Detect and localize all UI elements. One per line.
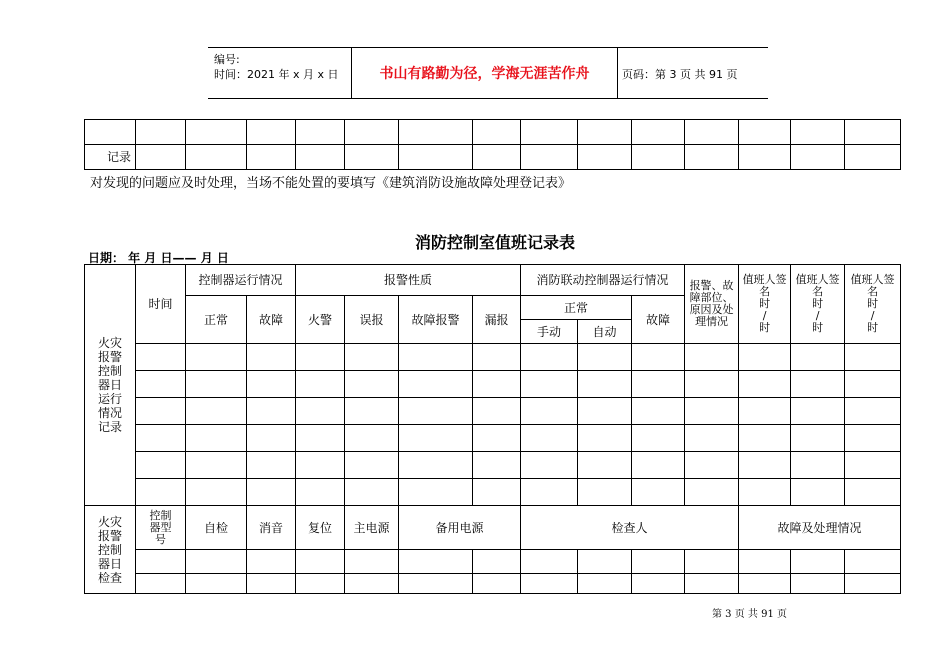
table-cell bbox=[296, 398, 345, 425]
table-cell bbox=[845, 145, 901, 170]
table-cell bbox=[739, 145, 791, 170]
top-record-table bbox=[84, 119, 901, 170]
controller-status-header: 控制器运行情况 bbox=[186, 265, 296, 296]
table-cell bbox=[739, 371, 791, 398]
table-cell bbox=[845, 398, 901, 425]
auto-header: 自动 bbox=[578, 320, 632, 344]
table-cell bbox=[345, 371, 399, 398]
table-cell bbox=[521, 479, 578, 506]
signer-header-2: 值班人签名 时 / 时 bbox=[791, 265, 845, 344]
table-cell bbox=[521, 344, 578, 371]
fault-header: 故障 bbox=[247, 296, 296, 344]
table-cell bbox=[578, 344, 632, 371]
table-cell bbox=[473, 452, 521, 479]
table-cell bbox=[632, 574, 685, 594]
table-cell bbox=[521, 371, 578, 398]
table-cell bbox=[85, 120, 136, 145]
table-cell bbox=[521, 452, 578, 479]
table-cell bbox=[521, 425, 578, 452]
table-cell bbox=[632, 398, 685, 425]
table-cell bbox=[247, 550, 296, 574]
table-cell bbox=[739, 425, 791, 452]
table-cell bbox=[791, 344, 845, 371]
fire-header: 火警 bbox=[296, 296, 345, 344]
backup-power-header: 备用电源 bbox=[399, 506, 521, 550]
table-cell bbox=[399, 145, 473, 170]
table-cell bbox=[247, 371, 296, 398]
table-cell bbox=[845, 425, 901, 452]
table-cell bbox=[632, 344, 685, 371]
table-cell bbox=[791, 452, 845, 479]
table-cell bbox=[473, 120, 521, 145]
table-cell bbox=[247, 452, 296, 479]
table-cell bbox=[791, 550, 845, 574]
table-cell bbox=[186, 574, 247, 594]
table-cell bbox=[186, 550, 247, 574]
self-check-header: 自检 bbox=[186, 506, 247, 550]
table-cell bbox=[136, 479, 186, 506]
table-cell bbox=[247, 479, 296, 506]
table-cell bbox=[186, 371, 247, 398]
table-cell bbox=[685, 344, 739, 371]
table-cell bbox=[685, 120, 739, 145]
table-cell bbox=[578, 425, 632, 452]
inspector-header: 检查人 bbox=[521, 506, 739, 550]
section2-label: 火灾报警控制器日检查 bbox=[85, 506, 136, 594]
table-cell bbox=[247, 120, 296, 145]
table-cell bbox=[296, 550, 345, 574]
table-cell bbox=[186, 425, 247, 452]
table-cell bbox=[845, 479, 901, 506]
manual-header: 手动 bbox=[521, 320, 578, 344]
table-cell bbox=[632, 452, 685, 479]
table-cell bbox=[685, 452, 739, 479]
fault-alarm-header: 故障报警 bbox=[399, 296, 473, 344]
table-cell bbox=[685, 145, 739, 170]
table-cell bbox=[791, 479, 845, 506]
table-cell bbox=[399, 120, 473, 145]
table-cell bbox=[296, 574, 345, 594]
table-cell bbox=[473, 425, 521, 452]
table-cell bbox=[632, 479, 685, 506]
table-cell bbox=[578, 574, 632, 594]
table-cell bbox=[791, 120, 845, 145]
time-header: 时间 bbox=[136, 265, 186, 344]
table-cell bbox=[399, 452, 473, 479]
table-cell bbox=[186, 479, 247, 506]
false-alarm-header: 误报 bbox=[345, 296, 399, 344]
table-cell bbox=[685, 550, 739, 574]
table-cell bbox=[685, 398, 739, 425]
table-cell bbox=[136, 452, 186, 479]
form-title: 消防控制室值班记录表 bbox=[414, 233, 575, 252]
table-cell bbox=[296, 344, 345, 371]
table-cell bbox=[296, 371, 345, 398]
table-cell bbox=[632, 371, 685, 398]
linkage-status-header: 消防联动控制器运行情况 bbox=[521, 265, 685, 296]
table-cell bbox=[578, 145, 632, 170]
fault-handling-header: 故障及处理情况 bbox=[739, 506, 901, 550]
table-cell bbox=[578, 398, 632, 425]
table-cell bbox=[632, 550, 685, 574]
table-cell bbox=[186, 452, 247, 479]
table-cell bbox=[136, 550, 186, 574]
table-cell bbox=[845, 574, 901, 594]
page-header bbox=[208, 47, 768, 99]
table-cell bbox=[739, 479, 791, 506]
table-cell bbox=[473, 371, 521, 398]
table-cell bbox=[296, 479, 345, 506]
table-cell bbox=[739, 550, 791, 574]
table-cell bbox=[521, 398, 578, 425]
table-cell bbox=[399, 344, 473, 371]
table-cell bbox=[578, 452, 632, 479]
table-cell bbox=[136, 398, 186, 425]
table-cell bbox=[578, 479, 632, 506]
table-cell bbox=[791, 574, 845, 594]
main-power-header: 主电源 bbox=[345, 506, 399, 550]
table-cell bbox=[685, 371, 739, 398]
table-cell bbox=[186, 398, 247, 425]
table-cell bbox=[791, 398, 845, 425]
table-cell bbox=[845, 452, 901, 479]
table-cell bbox=[345, 574, 399, 594]
table-cell bbox=[296, 120, 345, 145]
table-cell bbox=[399, 371, 473, 398]
table-cell bbox=[399, 574, 473, 594]
number-label: 编号: bbox=[214, 53, 240, 66]
record-label: 记录 bbox=[85, 145, 136, 170]
table-cell bbox=[345, 452, 399, 479]
table-cell bbox=[296, 452, 345, 479]
table-cell bbox=[473, 145, 521, 170]
table-cell bbox=[685, 574, 739, 594]
handling-header: 报警、故障部位、原因及处理情况 bbox=[685, 265, 739, 344]
model-header: 控制器型号 bbox=[136, 506, 186, 550]
time-label: 时间：2021 年 x 月 x 日 bbox=[214, 68, 339, 81]
table-cell bbox=[739, 574, 791, 594]
section1-label: 火灾报警控制器日运行情况记录 bbox=[85, 265, 136, 506]
silence-header: 消音 bbox=[247, 506, 296, 550]
table-cell bbox=[632, 145, 685, 170]
table-cell bbox=[186, 145, 247, 170]
table-cell bbox=[247, 344, 296, 371]
table-cell bbox=[739, 120, 791, 145]
table-cell bbox=[399, 398, 473, 425]
table-cell bbox=[473, 550, 521, 574]
table-cell bbox=[345, 344, 399, 371]
signer-header-3: 值班人签名 时 / 时 bbox=[845, 265, 901, 344]
table-cell bbox=[136, 344, 186, 371]
table-cell bbox=[186, 120, 247, 145]
table-cell bbox=[685, 425, 739, 452]
table-cell bbox=[845, 120, 901, 145]
table-cell bbox=[578, 550, 632, 574]
table-cell bbox=[296, 145, 345, 170]
table-cell bbox=[578, 371, 632, 398]
table-cell bbox=[345, 479, 399, 506]
table-cell bbox=[345, 550, 399, 574]
table-cell bbox=[473, 398, 521, 425]
table-cell bbox=[632, 120, 685, 145]
table-cell bbox=[247, 425, 296, 452]
table-cell bbox=[739, 452, 791, 479]
table-cell bbox=[521, 550, 578, 574]
table-cell bbox=[685, 479, 739, 506]
table-cell bbox=[739, 398, 791, 425]
duty-record-table bbox=[84, 264, 901, 594]
table-cell bbox=[399, 550, 473, 574]
table-cell bbox=[186, 344, 247, 371]
table-cell bbox=[791, 425, 845, 452]
table-cell bbox=[521, 574, 578, 594]
header-meta bbox=[214, 52, 339, 82]
table-cell bbox=[136, 574, 186, 594]
table-cell bbox=[296, 425, 345, 452]
instruction-note: 对发现的问题应及时处理，当场不能处置的要填写《建筑消防设施故障处理登记表》 bbox=[90, 176, 572, 191]
table-cell bbox=[521, 120, 578, 145]
table-cell bbox=[473, 344, 521, 371]
table-cell bbox=[578, 120, 632, 145]
table-cell bbox=[136, 425, 186, 452]
table-cell bbox=[345, 145, 399, 170]
linkage-normal-header: 正常 bbox=[521, 296, 632, 320]
normal-header: 正常 bbox=[186, 296, 247, 344]
table-cell bbox=[136, 371, 186, 398]
page-info: 页码：第 3 页 共 91 页 bbox=[622, 68, 738, 81]
table-cell bbox=[473, 574, 521, 594]
table-cell bbox=[247, 574, 296, 594]
page-footer: 第 3 页 共 91 页 bbox=[712, 609, 787, 620]
table-cell bbox=[399, 425, 473, 452]
alarm-type-header: 报警性质 bbox=[296, 265, 521, 296]
table-cell bbox=[247, 145, 296, 170]
table-cell bbox=[136, 120, 186, 145]
table-cell bbox=[247, 398, 296, 425]
signer-header-1: 值班人签名 时 / 时 bbox=[739, 265, 791, 344]
reset-header: 复位 bbox=[296, 506, 345, 550]
table-cell bbox=[845, 344, 901, 371]
table-cell bbox=[473, 479, 521, 506]
table-cell bbox=[845, 371, 901, 398]
table-cell bbox=[136, 145, 186, 170]
table-cell bbox=[845, 550, 901, 574]
motto: 书山有路勤为径，学海无涯苦作舟 bbox=[379, 66, 590, 82]
table-cell bbox=[399, 479, 473, 506]
table-cell bbox=[521, 145, 578, 170]
table-cell bbox=[345, 425, 399, 452]
table-cell bbox=[345, 398, 399, 425]
date-line: 日期： 年 月 日—— 月 日 bbox=[88, 251, 229, 265]
table-cell bbox=[739, 344, 791, 371]
table-cell bbox=[791, 371, 845, 398]
linkage-fault-header: 故障 bbox=[632, 296, 685, 344]
missed-alarm-header: 漏报 bbox=[473, 296, 521, 344]
table-cell bbox=[345, 120, 399, 145]
table-cell bbox=[632, 425, 685, 452]
table-cell bbox=[791, 145, 845, 170]
